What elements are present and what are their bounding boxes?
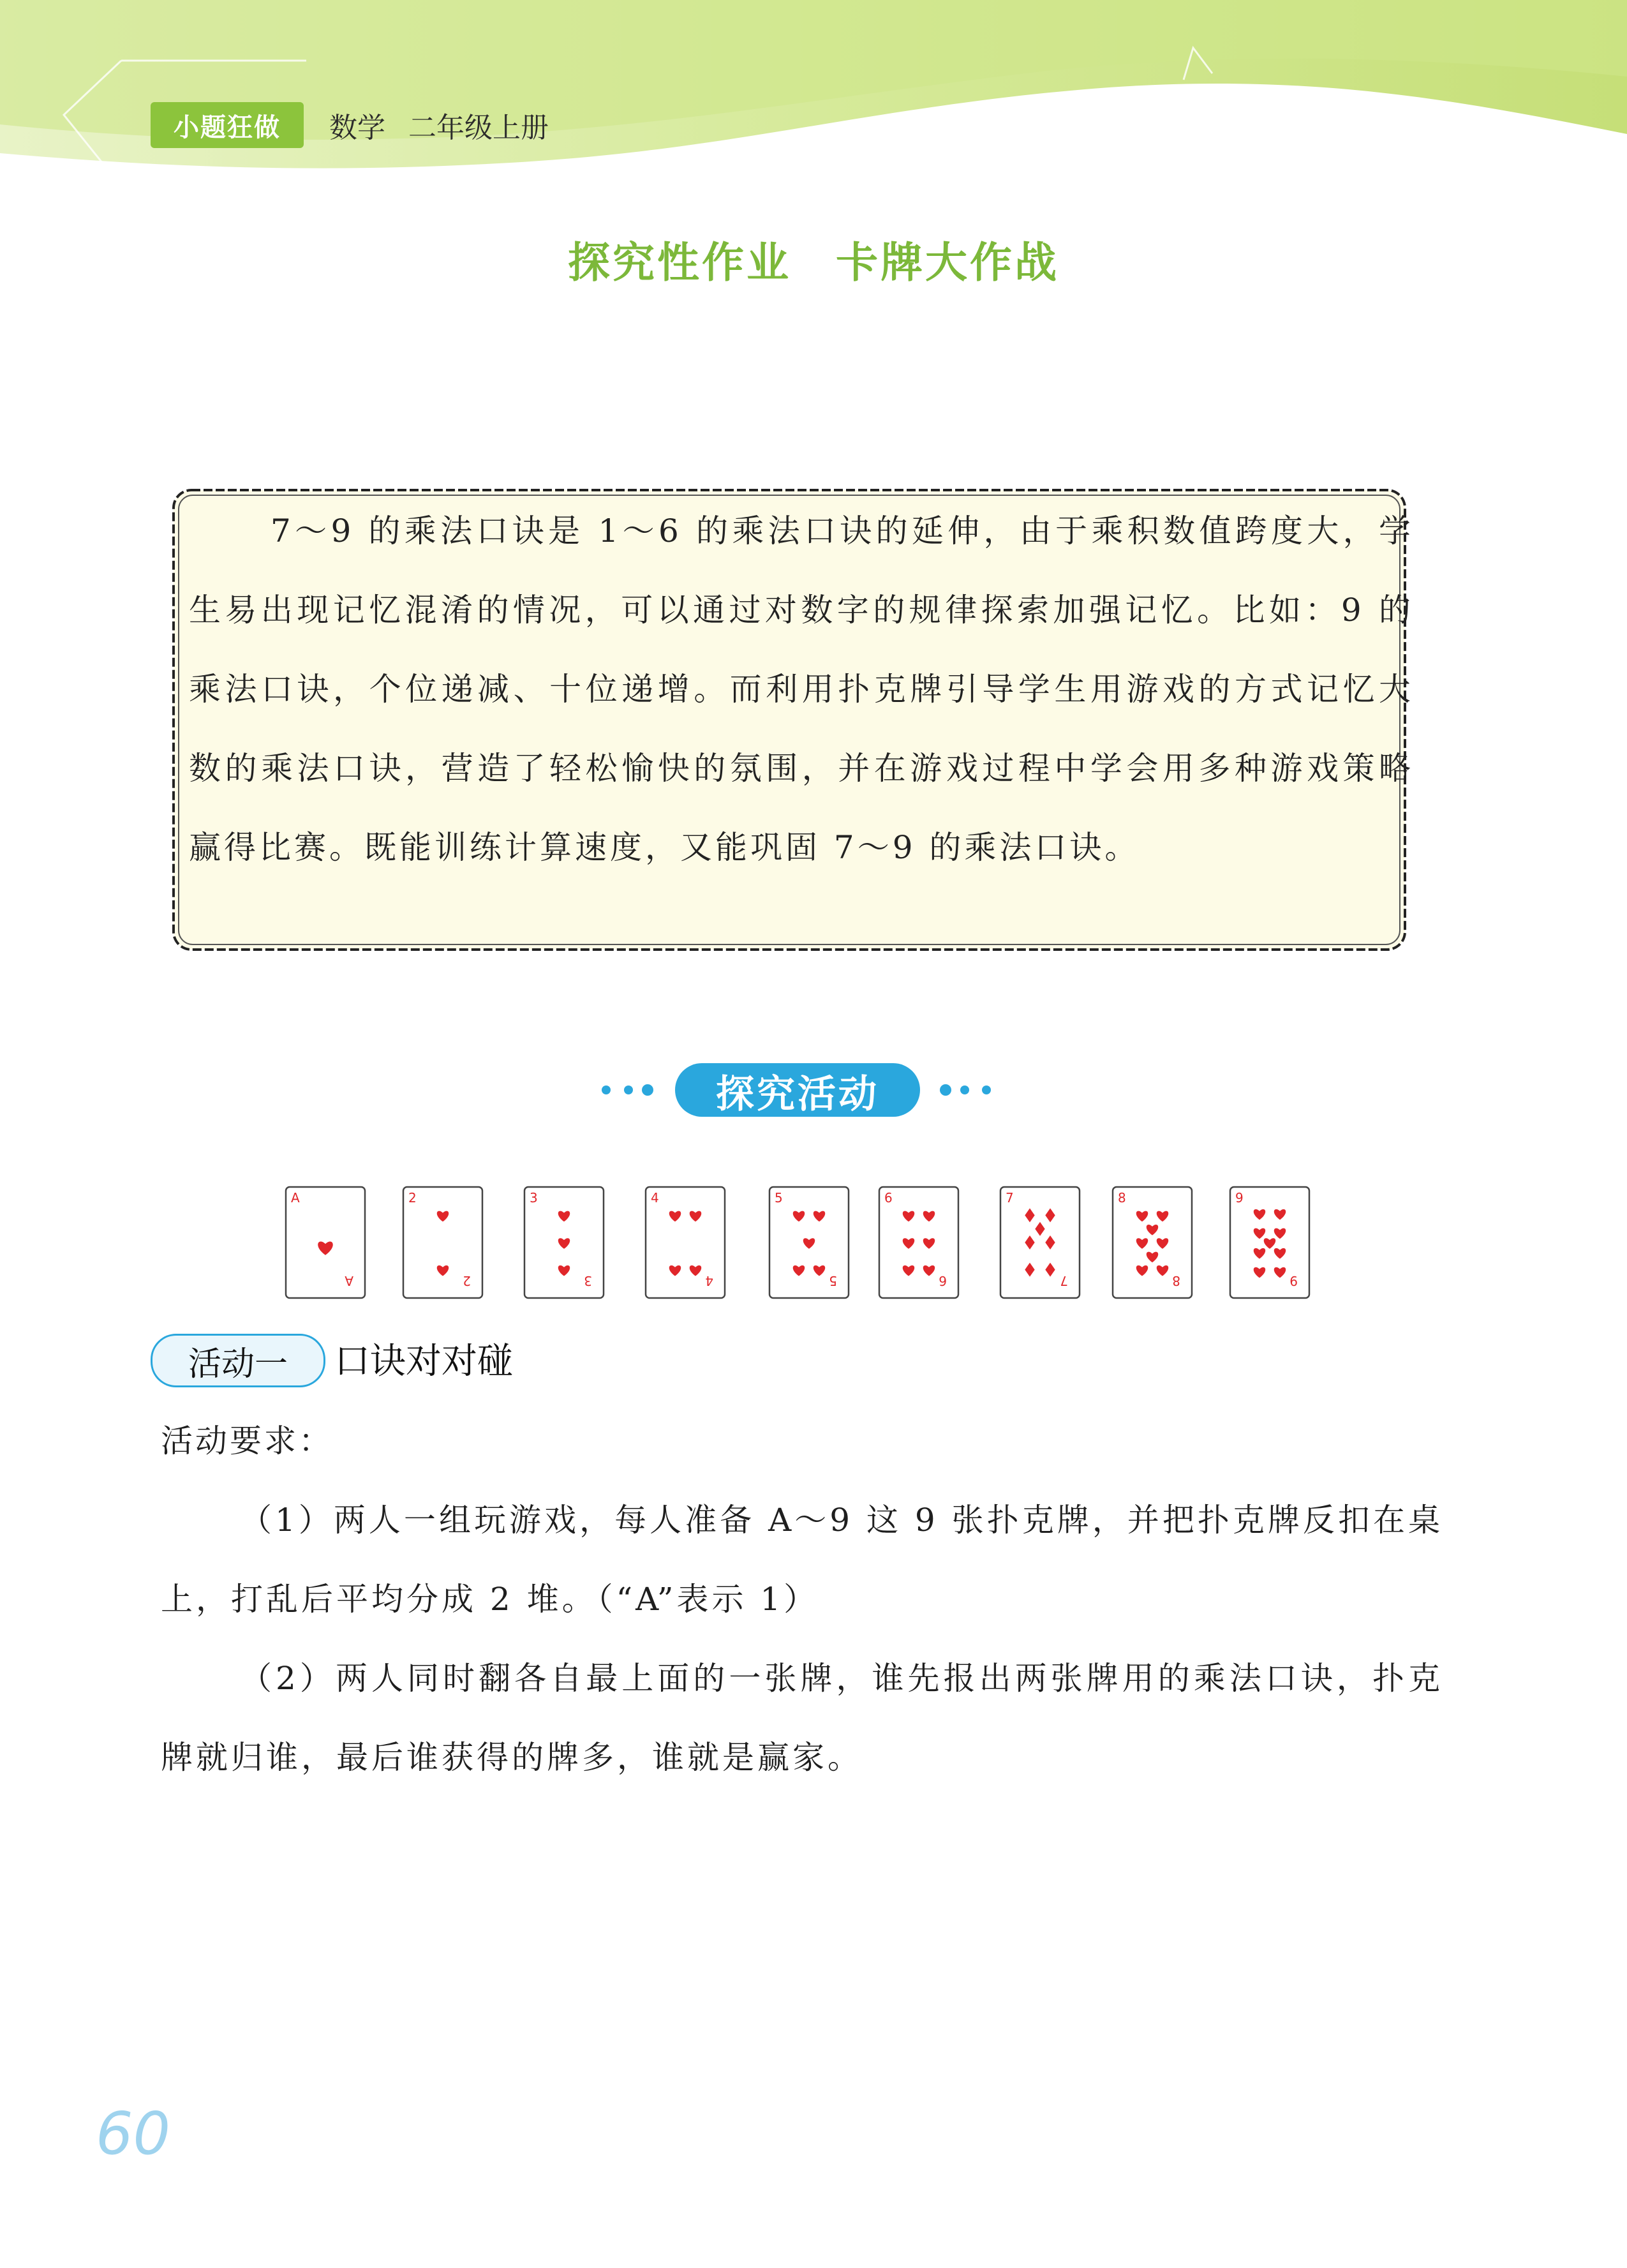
card-rank-bottom: 2: [463, 1273, 471, 1288]
card-rank-top: 2: [408, 1190, 417, 1205]
playing-card-a: [285, 1186, 366, 1299]
book-info: [329, 102, 572, 148]
intro-paragraph: 7～9 的乘法口诀是 1～6 的乘法口诀的延伸，由于乘积数值跨度大，学生易出现记忆混淆的情况，可以通过对数字的规律探索加强记忆。比如：9 的乘法口诀，个位递减、十位递增。而利用扑克牌引导学生用游戏的方式记忆大数的乘法口诀，营造了轻松愉快的氛围，并在游戏过程中学会用多种游戏策略赢得比赛。既能训练计算速度，又能巩固 7～9 的乘法口诀。: [189, 512, 1414, 866]
playing-card-4: [644, 1186, 726, 1299]
activity-title: 口诀对对碰: [334, 1341, 513, 1382]
card-rank-top: 6: [884, 1190, 893, 1205]
card-rank-bottom: 8: [1172, 1273, 1180, 1288]
playing-card-5: [768, 1186, 850, 1299]
section-label: 探究活动: [716, 1072, 879, 1117]
card-rank-top: 9: [1235, 1190, 1244, 1205]
rule-1: （1）两人一组玩游戏，每人准备 A～9 这 9 张扑克牌，并把扑克牌反扣在桌上，打乱后平均分成 2 堆。（“A”表示 1）: [161, 1502, 1443, 1618]
card-rank-top: 7: [1006, 1190, 1014, 1205]
card-rank-top: 3: [530, 1190, 538, 1205]
playing-card-6: [878, 1186, 960, 1299]
page-number: 60: [96, 2100, 171, 2168]
series-badge: 小题狂做: [151, 102, 304, 148]
rule-2: （2）两人同时翻各自最上面的一张牌，谁先报出两张牌用的乘法口诀，扑克牌就归谁，最后谁获得的牌多，谁就是赢家。: [161, 1660, 1443, 1776]
grade-label: 二年级上册: [408, 112, 549, 144]
playing-card-7: [999, 1186, 1081, 1299]
card-rank-top: 8: [1118, 1190, 1126, 1205]
card-rank-bottom: 9: [1289, 1273, 1298, 1288]
requirements-label: 活动要求：: [161, 1422, 333, 1459]
card-rank-bottom: 5: [829, 1273, 837, 1288]
card-rank-top: A: [291, 1190, 300, 1205]
activity-tag: 活动一: [151, 1334, 325, 1387]
page-title-part1: 探究性作业: [568, 238, 791, 287]
card-rank-bottom: A: [345, 1273, 353, 1288]
page-title: [0, 228, 1627, 289]
card-rank-bottom: 3: [584, 1273, 592, 1288]
subject-label: 数学: [329, 112, 385, 144]
card-rank-bottom: 6: [939, 1273, 947, 1288]
card-rank-top: 4: [651, 1190, 659, 1205]
playing-card-8: [1111, 1186, 1193, 1299]
page-title-part2: 卡牌大作战: [836, 238, 1059, 287]
card-rank-bottom: 4: [705, 1273, 713, 1288]
card-rank-bottom: 7: [1060, 1273, 1068, 1288]
card-rank-top: 5: [775, 1190, 783, 1205]
playing-card-3: [523, 1186, 605, 1299]
playing-card-2: [402, 1186, 484, 1299]
playing-card-9: [1229, 1186, 1311, 1299]
